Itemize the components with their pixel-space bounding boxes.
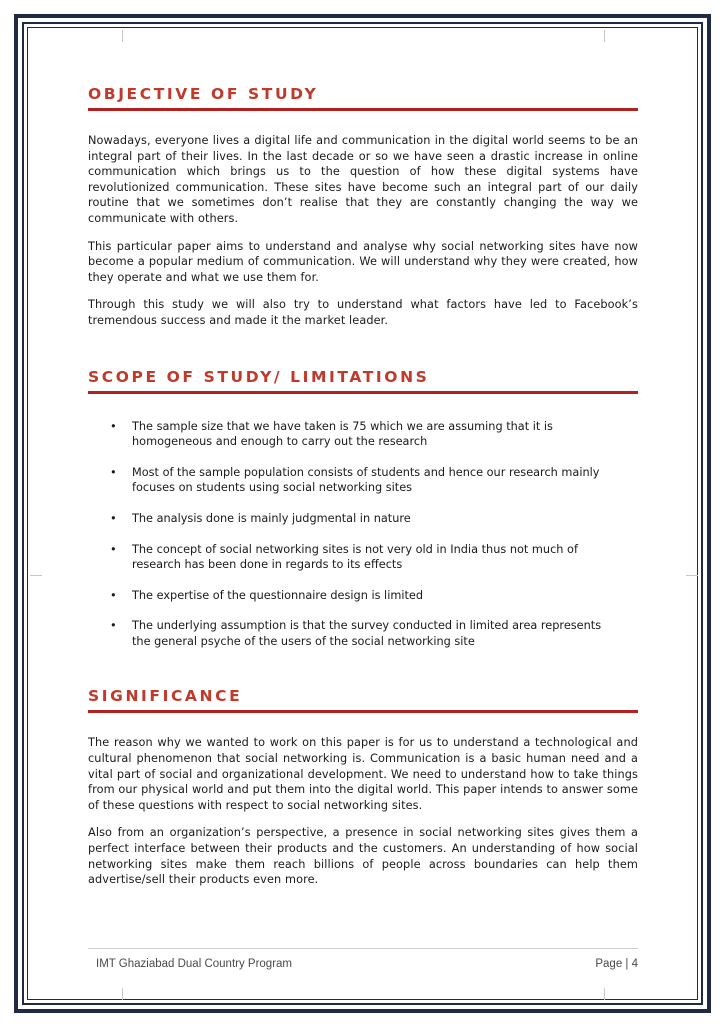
significance-paragraph: The reason why we wanted to work on this paper is for us to understand a technological and cultural phenomenon that social networking is. Communication is a basic human need and a vital part of social and organizational development. We need to understand how to take things from our physical world and put them into the digital world. This paper intends to answer some of these questions with respect to social networking sites.: [88, 736, 638, 812]
list-item: • The underlying assumption is that the survey conducted in limited area represents the general psyche of the users of the social networking site: [110, 619, 602, 648]
objective-section: [88, 84, 638, 329]
bullet-marker: •: [110, 588, 117, 602]
list-item: • The expertise of the questionnaire design is limited: [110, 588, 424, 602]
bullet-marker: •: [110, 465, 117, 479]
list-item: • The sample size that we have taken is 75 which we are assuming that it is homogeneous and enough to carry out the research: [110, 419, 553, 449]
bullet-marker: •: [110, 542, 117, 556]
border-tick: [604, 988, 605, 1000]
significance-section: [88, 686, 638, 887]
significance-paragraph: Also from an organization’s perspective, a presence in social networking sites gives them a perfect interface between their products and the customers. An understanding of how social networking sites make them reach billions of people across boundaries can help them advertise/sell their products even more.: [88, 826, 638, 887]
page-content: [88, 84, 638, 888]
limitations-list: [88, 419, 638, 650]
border-tick: [122, 988, 123, 1000]
scope-heading: SCOPE OF STUDY/ LIMITATIONS: [88, 367, 430, 386]
bullet-marker: •: [110, 511, 117, 525]
bullet-marker: •: [110, 619, 117, 633]
scope-section: [88, 367, 638, 650]
footer-page-number: Page | 4: [595, 958, 638, 970]
bullet-marker: •: [110, 419, 117, 433]
objective-paragraph: Through this study we will also try to understand what factors have led to Facebook’s tremendous success and made it the market leader.: [88, 298, 638, 327]
list-item: • Most of the sample population consists of students and hence our research mainly focuses on students using social networking sites: [110, 465, 600, 495]
footer-program-name: IMT Ghaziabad Dual Country Program: [96, 958, 293, 970]
objective-paragraph: Nowadays, everyone lives a digital life and communication in the digital world seems to be an integral part of their lives. In the last decade or so we have seen a drastic increase in online communication which brings us to the question of how these digital systems have revolutionized communication. These sites have become such an integral part of our daily routine that we sometimes don’t realise that they are constantly changing the way we communicate with others.: [88, 134, 638, 225]
page-footer: [88, 948, 638, 975]
objective-heading: OBJECTIVE OF STUDY: [88, 85, 319, 103]
list-item: • The concept of social networking sites is not very old in India thus not much of research has been done in regards to its effects: [110, 542, 578, 572]
border-tick: [30, 575, 42, 576]
objective-paragraph: This particular paper aims to understand and analyse why social networking sites have now become a popular medium of communication. We will understand why they were created, how they operate and what we use them for.: [88, 239, 638, 284]
border-tick: [122, 30, 123, 42]
border-tick: [686, 575, 698, 576]
border-tick: [604, 30, 605, 42]
significance-heading: SIGNIFICANCE: [88, 687, 243, 706]
list-item: • The analysis done is mainly judgmental in nature: [110, 511, 411, 525]
